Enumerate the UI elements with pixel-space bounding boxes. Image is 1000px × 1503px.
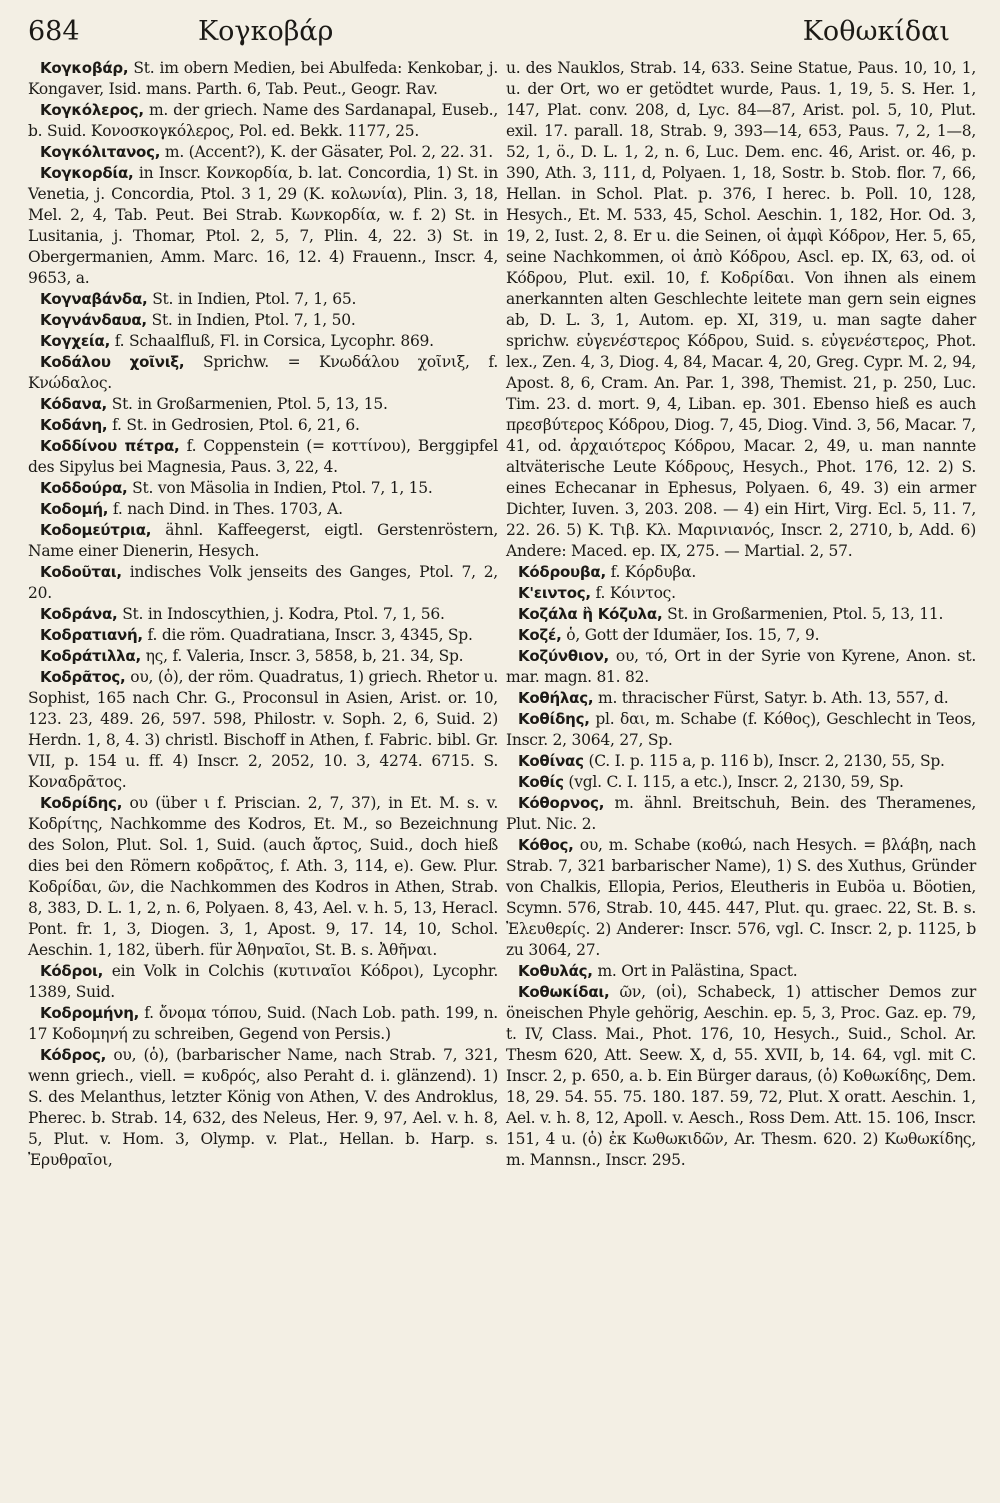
dictionary-entry bbox=[28, 352, 498, 394]
dictionary-entry bbox=[28, 520, 498, 562]
dictionary-entry bbox=[506, 583, 976, 604]
dictionary-entry bbox=[506, 646, 976, 688]
entry-headword: Κόδρουβα, bbox=[518, 563, 606, 581]
entry-headword: Κοθήλας, bbox=[518, 689, 594, 707]
entry-headword: Κόδανα, bbox=[40, 395, 108, 413]
entry-headword: Κοδράνα, bbox=[40, 605, 118, 623]
entry-headword: Κ'ειντος, bbox=[518, 584, 591, 602]
dictionary-entry bbox=[506, 835, 976, 961]
entry-text: St. in Großarmenien, Ptol. 5, 13, 11. bbox=[667, 605, 944, 623]
entry-headword: Κόδρος, bbox=[40, 1046, 107, 1064]
dictionary-entry bbox=[28, 394, 498, 415]
entry-text: u. des Nauklos, Strab. 14, 633. Seine Statue, Paus. 10, 10, 1, u. der Ort, wo er getödtet wurde, Paus. 1, 19, 5. S. Her. 1, 147, Plat. conv. 208, d, Lyc. 84—87, Arist. pol. 5, 10, Plut. exil. 17. parall. 18, Strab. 9, 393—14, 653, Paus. 7, 2, 1—8, 52, 1, ö., D. L. 1, 2, n. 6, Luc. Dem. enc. 46, Arist. or. 46, p. 390, Ath. 3, 111, d, Polyaen. 1, 18, Sostr. b. Stob. flor. 7, 66, Hellan. in Schol. Plat. p. 376, I herec. b. Poll. 10, 128, Hesych., Et. M. 533, 45, Schol. Aeschin. 1, 182, Hor. Od. 3, 19, 2, Iust. 2, 8. Er u. die Seinen, οἱ ἀμφὶ Κόδρον, Her. 5, 65, seine Nachkommen, οἱ ἀπὸ Κόδρου, Ascl. ep. IX, 63, od. οἱ Κόδρου, Plut. exil. 10, f. Κοδρίδαι. Von ihnen als einem anerkannten alten Geschlechte leitete man gern sein eignes ab, D. L. 3, 1, Autom. ep. XI, 319, u. man sagte daher sprichw. εὐγενέστερος Κόδρου, Suid. s. εὐγενέστερος, Phot. lex., Zen. 4, 3, Diog. 4, 84, Macar. 4, 20, Greg. Cypr. M. 2, 94, Apost. 8, 6, Cram. An. Par. 1, 398, Themist. 21, p. 250, Luc. Tim. 23. d. mort. 9, 4, Liban. ep. 301. Ebenso hieß es auch πρεσβύτερος Κόδρου, Diog. 7, 45, Diog. Vind. 3, 56, Macar. 7, 41, od. ἀρχαιότερος Κόδρου, Macar. 2, 49, u. man nannte altväterische Leute Κόδρους, Hesych., Phot. 176, 12. 2) S. eines Echecanar in Ephesus, Polyaen. 6, 49. 3) ein armer Dichter, Iuven. 3, 203. 208. — 4) ein Hirt, Virg. Ecl. 5, 11. 7, 22. 26. 5) K. Τιβ. Κλ. Μαρινιανός, Inscr. 2, 2710, b, Add. 6) Andere: Maced. ep. IX, 275. — Martial. 2, 57. bbox=[506, 59, 976, 560]
left-column bbox=[28, 58, 498, 1171]
dictionary-entry bbox=[506, 793, 976, 835]
dictionary-entry bbox=[28, 289, 498, 310]
entry-text: f. Κόιντος. bbox=[595, 584, 676, 602]
dictionary-entry bbox=[28, 58, 498, 100]
entry-text: St. in Indien, Ptol. 7, 1, 50. bbox=[151, 311, 356, 329]
entry-text: ähnl. Kaffeegerst, eigtl. Gerstenröstern, Name einer Dienerin, Hesych. bbox=[28, 521, 498, 560]
entry-headword: Κογνάνδαυα, bbox=[40, 311, 147, 329]
right-running-headword: Κοθωκίδαι bbox=[802, 16, 950, 47]
entry-text: f. Coppenstein (= κοττίνου), Berggipfel des Sipylus bei Magnesia, Paus. 3, 22, 4. bbox=[28, 437, 498, 476]
dictionary-entry bbox=[28, 499, 498, 520]
entry-headword: Κοθίδης, bbox=[518, 710, 590, 728]
entry-headword: Κογχεία, bbox=[40, 332, 111, 350]
page-number: 684 bbox=[28, 16, 80, 47]
entry-headword: Κόθορνος, bbox=[518, 794, 605, 812]
dictionary-entry bbox=[28, 478, 498, 499]
dictionary-entry bbox=[28, 100, 498, 142]
entry-text: ης, f. Valeria, Inscr. 3, 5858, b, 21. 34, Sp. bbox=[145, 647, 464, 665]
dictionary-entry bbox=[506, 604, 976, 625]
dictionary-entry bbox=[28, 1003, 498, 1045]
left-running-headword: Κογκοβάρ bbox=[198, 16, 334, 47]
dictionary-entry bbox=[506, 772, 976, 793]
entry-text: ου, (ὁ), (barbarischer Name, nach Strab. 7, 321, wenn griech., viell. = κυδρός, also Peraht d. i. glänzend). 1) S. des Melanthus, letzter König von Athen, V. des Androklus, Pherec. b. Strab. 14, 632, des Neleus, Her. 9, 97, Ael. v. h. 8, 5, Plut. v. Hom. 3, Olymp. v. Plat., Hellan. b. Harp. s. Ἐρυθραῖοι, bbox=[28, 1046, 498, 1169]
entry-headword: Κοζύνθιον, bbox=[518, 647, 610, 665]
entry-text: m. der griech. Name des Sardanapal, Euseb., b. Suid. Κονοσκογκόλερος, Pol. ed. Bekk. 1177, 25. bbox=[28, 101, 498, 140]
entry-text: ein Volk in Colchis (κυτιναῖοι Κόδροι), Lycophr. 1389, Suid. bbox=[28, 962, 499, 1001]
entry-headword: Κοθίνας bbox=[518, 752, 584, 770]
entry-headword: Κοδδίνου πέτρα, bbox=[40, 437, 180, 455]
entry-text: f. St. in Gedrosien, Ptol. 6, 21, 6. bbox=[112, 416, 360, 434]
dictionary-entry bbox=[28, 1045, 498, 1171]
dictionary-entry bbox=[506, 751, 976, 772]
entry-text: ου, τό, Ort in der Syrie von Kyrene, Anon. st. mar. magn. 81. 82. bbox=[506, 647, 976, 686]
entry-text: (C. I. p. 115 a, p. 116 b), Inscr. 2, 2130, 55, Sp. bbox=[588, 752, 945, 770]
entry-text: (vgl. C. I. 115, a etc.), Inscr. 2, 2130, 59, Sp. bbox=[568, 773, 904, 791]
entry-text: pl. δαι, m. Schabe (f. Κόθος), Geschlecht in Teos, Inscr. 2, 3064, 27, Sp. bbox=[506, 710, 976, 749]
entry-text: St. in Indoscythien, j. Kodra, Ptol. 7, 1, 56. bbox=[122, 605, 445, 623]
entry-text: Sprichw. = Κνωδάλου χοῖνιξ, f. Κνώδαλος. bbox=[28, 353, 498, 392]
entry-headword: Κοθίς bbox=[518, 773, 564, 791]
entry-text: f. Κόρδυβα. bbox=[610, 563, 697, 581]
entry-headword: Κοδρομήνη, bbox=[40, 1004, 140, 1022]
entry-headword: Κοδρίδης, bbox=[40, 794, 123, 812]
dictionary-entry bbox=[28, 163, 498, 289]
entry-headword: Κοζάλα ἢ Κόζυλα, bbox=[518, 605, 663, 623]
right-column bbox=[506, 58, 976, 1171]
dictionary-entry bbox=[28, 604, 498, 625]
dictionary-entry bbox=[506, 709, 976, 751]
entry-text: St. im obern Medien, bei Abulfeda: Kenkobar, j. Kongaver, Isid. mans. Parth. 6, Tab. Peut., Geogr. Rav. bbox=[28, 59, 498, 98]
entry-headword: Κογναβάνδα, bbox=[40, 290, 148, 308]
dictionary-entry bbox=[506, 562, 976, 583]
dictionary-entry bbox=[28, 415, 498, 436]
entry-text: m. (Accent?), K. der Gäsater, Pol. 2, 22. 31. bbox=[164, 143, 493, 161]
entry-text: ου, m. Schabe (κοθώ, nach Hesych. = βλάβη, nach Strab. 7, 321 barbarischer Name), 1) S. des Xuthus, Gründer von Chalkis, Ellopia, Perios, Eleutheris in Euböa u. Böotien, Scymn. 576, Strab. 10, 445. 447, Plut. qu. graec. 22, St. B. s. Ἐλευθερίς. 2) Anderer: Inscr. 576, vgl. C. Inscr. 2, p. 1125, b zu 3064, 27. bbox=[506, 836, 976, 959]
entry-text: f. Schaalfluß, Fl. in Corsica, Lycophr. 869. bbox=[114, 332, 434, 350]
entry-headword: Κοδάλου χοῖνιξ, bbox=[40, 353, 185, 371]
entry-text: ὁ, Gott der Idumäer, Ios. 15, 7, 9. bbox=[566, 626, 820, 644]
entry-headword: Κοδομή, bbox=[40, 500, 109, 518]
entry-text: f. nach Dind. in Thes. 1703, A. bbox=[112, 500, 343, 518]
entry-text: in Inscr. Κονκορδία, b. lat. Concordia, 1) St. in Venetia, j. Concordia, Ptol. 3 1, 29 (K. κολωνία), Plin. 3, 18, Mel. 2, 4, Tab. Peut. Bei Strab. Κωνκορδία, w. f. 2) St. in Lusitania, j. Thomar, Ptol. 2, 5, 7, Plin. 4, 22. 3) St. in Obergermanien, Amm. Marc. 16, 12. 4) Frauenn., Inscr. 4, 9653, a. bbox=[28, 164, 499, 287]
entry-headword: Κοδομεύτρια, bbox=[40, 521, 152, 539]
entry-text: ῶν, (οἱ), Schabeck, 1) attischer Demos zur öneischen Phyle gehörig, Aeschin. ep. 5, 3, Proc. Gaz. ep. 79, t. IV, Class. Mai., Phot. 176, 10, Hesych., Suid., Schol. Ar. Thesm 620, Att. Seew. X, d, 55. XVII, b, 14. 64, vgl. mit C. Inscr. 2, p. 650, a. b. Ein Bürger daraus, (ὁ) Κοθωκίδης, Dem. 18, 29. 54. 55. 75. 180. 187. 59, 72, Plut. X oratt. Aeschin. 1, Ael. v. h. 8, 12, Apoll. v. Aesch., Ross Dem. Att. 15. 106, Inscr. 151, 4 u. (ὁ) ἐκ Κωθωκιδῶν, Ar. Thesm. 620. 2) Κωθωκίδης, m. Mannsn., Inscr. 295. bbox=[506, 983, 976, 1169]
dictionary-entry bbox=[506, 58, 976, 562]
dictionary-entry bbox=[28, 310, 498, 331]
entry-headword: Κοδράτιλλα, bbox=[40, 647, 141, 665]
page-header bbox=[28, 10, 970, 52]
entry-text: St. in Indien, Ptol. 7, 1, 65. bbox=[152, 290, 357, 308]
entry-text: St. in Großarmenien, Ptol. 5, 13, 15. bbox=[111, 395, 388, 413]
dictionary-entry bbox=[28, 142, 498, 163]
dictionary-entry bbox=[506, 625, 976, 646]
entry-text: m. Ort in Palästina, Spact. bbox=[597, 962, 798, 980]
entry-text: m. ähnl. Breitschuh, Bein. des Theramenes, Plut. Nic. 2. bbox=[506, 794, 976, 833]
entry-headword: Κοθυλάς, bbox=[518, 962, 593, 980]
entry-headword: Κογκόλερος, bbox=[40, 101, 144, 119]
entry-headword: Κοδρατιανή, bbox=[40, 626, 143, 644]
entry-text: St. von Mäsolia in Indien, Ptol. 7, 1, 15. bbox=[132, 479, 433, 497]
entry-headword: Κοδοῦται, bbox=[40, 563, 122, 581]
dictionary-entry bbox=[28, 625, 498, 646]
entry-text: f. ὄνομα τόπου, Suid. (Nach Lob. path. 199, n. 17 Κοδομηνή zu schreiben, Gegend von Persis.) bbox=[28, 1004, 498, 1043]
dictionary-entry bbox=[28, 562, 498, 604]
entry-headword: Κόδροι, bbox=[40, 962, 104, 980]
entry-text: f. die röm. Quadratiana, Inscr. 3, 4345, Sp. bbox=[147, 626, 473, 644]
dictionary-entry bbox=[28, 436, 498, 478]
entry-headword: Κογκόλιτανος, bbox=[40, 143, 161, 161]
dictionary-entry bbox=[506, 982, 976, 1171]
entry-headword: Κοδρᾶτος, bbox=[40, 668, 126, 686]
entry-headword: Κοθωκίδαι, bbox=[518, 983, 610, 1001]
dictionary-entry bbox=[28, 646, 498, 667]
dictionary-entry bbox=[506, 688, 976, 709]
entry-headword: Κοδδούρα, bbox=[40, 479, 128, 497]
dictionary-entry bbox=[28, 793, 498, 961]
dictionary-entry bbox=[506, 961, 976, 982]
entry-headword: Κοδάνη, bbox=[40, 416, 108, 434]
entry-text: ου (über ι f. Priscian. 2, 7, 37), in Et. M. s. v. Κοδρίτης, Nachkomme des Kodros, Et. M., so Bezeichnung des Solon, Plut. Sol. 1, Suid. (auch ἄρτος, Suid., doch hieß dies bei den Römern κοδρᾶτος, f. Ath. 3, 114, e). Gew. Plur. Κοδρίδαι, ῶν, die Nachkommen des Kodros in Athen, Strab. 8, 383, D. L. 1, 2, n. 6, Polyaen. 8, 43, Ael. v. h. 5, 13, Heracl. Pont. fr. 1, 3, Diogen. 3, 1, Apost. 9, 17. 14, 10, Schol. Aeschin. 1, 182, überh. für Ἀθηναῖοι, St. B. s. Ἀθῆναι. bbox=[28, 794, 498, 959]
entry-headword: Κογκορδία, bbox=[40, 164, 134, 182]
dictionary-entry bbox=[28, 667, 498, 793]
entry-headword: Κογκοβάρ, bbox=[40, 59, 129, 77]
entry-text: indisches Volk jenseits des Ganges, Ptol. 7, 2, 20. bbox=[28, 563, 498, 602]
entry-text: ου, (ὁ), der röm. Quadratus, 1) griech. Rhetor u. Sophist, 165 nach Chr. G., Proconsul in Asien, Arist. or. 10, 123. 23, 489. 26, 597. 598, Philostr. v. Soph. 2, 6, Suid. 2) Herdn. 1, 8, 4. 3) christl. Bischoff in Athen, f. Fabric. bibl. Gr. VII, p. 154 u. ff. 4) Inscr. 2, 2052, 10. 3, 4274. 6715. S. Κοναδρᾶτος. bbox=[28, 668, 498, 791]
entry-text: m. thracischer Fürst, Satyr. b. Ath. 13, 557, d. bbox=[598, 689, 949, 707]
dictionary-entry bbox=[28, 331, 498, 352]
entry-headword: Κόθος, bbox=[518, 836, 574, 854]
entry-headword: Κοζέ, bbox=[518, 626, 562, 644]
dictionary-entry bbox=[28, 961, 498, 1003]
